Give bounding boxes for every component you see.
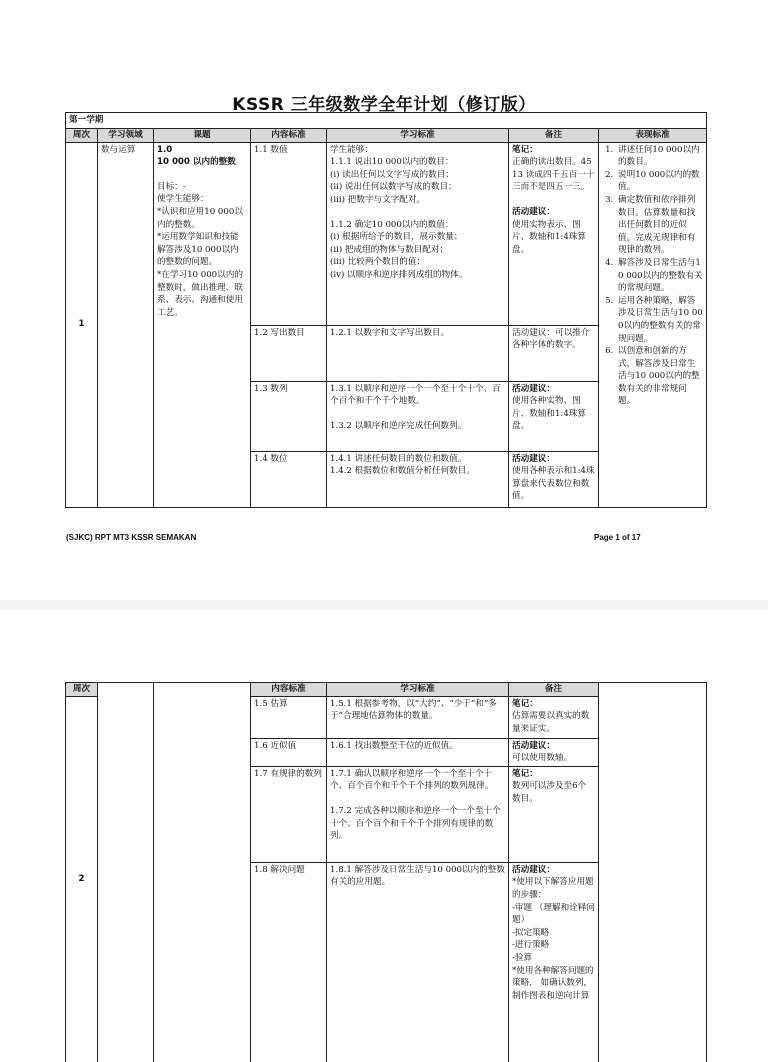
content-standard: 1.3 数列 [251, 381, 327, 451]
learning-line: 1.1.1 说出10 000以内的数目： [330, 156, 505, 169]
notes-heading: 笔记： [512, 144, 595, 157]
document-title: KSSR 三年级数学全年计划（修订版） [0, 90, 768, 115]
footer-page-prefix: Page [594, 533, 615, 542]
notes-text: -拟定策略 [512, 927, 595, 940]
learning-line: 1.3.1 以顺序和逆序一个一个至十个十个、百个百个和千个千个地数。 [330, 383, 505, 408]
notes-cell [509, 696, 599, 738]
footer-page-current: 1 [615, 533, 619, 542]
notes-text: -验算 [512, 952, 595, 965]
learning-standard [327, 451, 509, 507]
notes-text: 可以使用数轴。 [512, 752, 595, 765]
content-standard: 1.1 数值 [251, 142, 327, 325]
learning-line: (iv) 以顺序和逆序排列成组的物体。 [330, 269, 505, 282]
learning-line: 1.2.1 以数字和文字写出数目。 [330, 327, 505, 340]
notes-text: *使用各种解答问题的策略， 如确认数列，制作图表和逆向计算 [512, 965, 595, 1003]
notes-cell [509, 738, 599, 766]
notes-cell [509, 325, 599, 381]
notes-heading: 活动建议： [512, 453, 595, 466]
footer-page-number [594, 533, 641, 542]
learning-line: 1.3.2 以顺序和逆序完成任何数列。 [330, 420, 505, 433]
topic-goal: *认识和应用10 000以内的整数。 [157, 206, 247, 231]
content-standard: 1.7 有规律的数列 [251, 766, 327, 862]
learning-standard [327, 696, 509, 738]
notes-text: 活动建议：可以推介各种字体的数字。 [512, 327, 595, 352]
learning-standard [327, 766, 509, 862]
header-content-standard: 内容标准 [251, 683, 327, 697]
notes-cell [509, 862, 599, 1062]
learning-line: (iii) 比较两个数目的值； [330, 256, 505, 269]
performance-item: 1. 讲述任何10 000以内的数目。 [616, 144, 703, 169]
topic-number: 1.0 [157, 144, 247, 157]
performance-item: 2. 说明10 000以内的数值。 [616, 169, 703, 194]
notes-text: *使用以下解答应用题的步骤： [512, 876, 595, 901]
notes-cell [509, 142, 599, 325]
content-standard: 1.8 解决问题 [251, 862, 327, 1062]
notes-heading: 笔记： [512, 698, 595, 711]
learning-line: (i) 根据所给予的数目，展示数量； [330, 231, 505, 244]
notes-heading: 活动建议： [512, 383, 595, 396]
performance-item: 6. 以创意和创新的方式，解答涉及日常生活与10 000以内的整数有关的非常规问题。 [616, 345, 703, 408]
learning-line: 1.8.1 解答涉及日常生活与10 000以内的整数有关的应用题。 [330, 864, 505, 889]
header-topic: 课题 [154, 129, 251, 143]
performance-item: 3. 确定数值和依序排列数目。估算数量和找出任何数目的近似值。完成无规律和有规律的数列。 [616, 194, 703, 257]
learning-line: 学生能够： [330, 144, 505, 157]
learning-line: (ii) 说出任何以数字写成的数目； [330, 181, 505, 194]
semester-label: 第一学期 [66, 113, 707, 129]
notes-text: 正确的读出数目。4513 读成四千五百一十三而不是四五一三。 [512, 156, 595, 194]
performance-standard [599, 142, 707, 507]
footer-page-total: 17 [632, 533, 641, 542]
notes-heading: 活动建议： [512, 864, 595, 877]
notes-text: 使用各种表示和1:4珠算盘来代表数位和数值。 [512, 465, 595, 503]
footer-doc-name: (SJKC) RPT MT3 KSSR SEMAKAN [66, 533, 196, 542]
header-performance-standard: 表现标准 [599, 129, 707, 143]
footer-page-of: of [620, 533, 632, 542]
content-standard: 1.5 估算 [251, 696, 327, 738]
header-domain: 学习领域 [98, 129, 154, 143]
notes-heading: 活动建议： [512, 740, 595, 753]
performance-cell-empty [599, 683, 707, 1062]
learning-line: 1.7.1 确认以顺序和逆序一个一个至十个十个、百个百个和千个千个排列的数列规律。 [330, 768, 505, 793]
header-notes: 备注 [509, 683, 599, 697]
week-number: 1 [66, 142, 98, 507]
header-week: 周次 [66, 683, 98, 697]
domain-cell-empty [98, 683, 154, 1062]
topic-goal: *在学习10 000以内的整数时，做出推理、联系、表示、沟通和使用工艺。 [157, 269, 247, 319]
plan-table-page-2 [65, 682, 707, 1062]
learning-standard [327, 381, 509, 451]
learning-standard [327, 142, 509, 325]
header-week: 周次 [66, 129, 98, 143]
performance-item: 5. 运用各种策略，解答涉及日常生活与10 000以内的整数有关的常规问题。 [616, 295, 703, 345]
content-standard: 1.2 写出数目 [251, 325, 327, 381]
learning-line: 1.5.1 根据参考物，以“大约”、“少于”和“多于”合理地估算物体的数量。 [330, 698, 505, 723]
header-row [66, 683, 707, 697]
notes-heading: 笔记： [512, 768, 595, 781]
learning-standard [327, 325, 509, 381]
notes-text: 使用实物表示、图片、数轴和1:4珠算盘。 [512, 219, 595, 257]
learning-line: 1.4.2 根据数位和数值分析任何数目。 [330, 465, 505, 478]
content-standard: 1.4 数位 [251, 451, 327, 507]
header-row [66, 129, 707, 143]
learning-line: (iii) 把数字与文字配对。 [330, 194, 505, 207]
topic-objective: 目标：- [157, 181, 247, 194]
performance-item: 4. 解答涉及日常生活与10 000以内的整数有关的常规问题。 [616, 257, 703, 295]
notes-text: 使用各种实物、图片、数轴和1:4珠算盘。 [512, 395, 595, 433]
plan-table-page-1 [65, 112, 707, 508]
week-number: 2 [66, 696, 98, 1062]
header-learning-standard: 学习标准 [327, 129, 509, 143]
notes-cell [509, 766, 599, 862]
notes-text: 估算需要以真实的数量来证实。 [512, 710, 595, 735]
content-standard: 1.6 近似值 [251, 738, 327, 766]
topic-cell [154, 142, 251, 507]
topic-intro: 使学生能够： [157, 193, 247, 206]
table-row [66, 142, 707, 325]
learning-line: 1.6.1 找出数整至千位的近似值。 [330, 740, 505, 753]
learning-domain: 数与运算 [98, 142, 154, 507]
learning-line: (ii) 把成组的物体与数目配对； [330, 244, 505, 257]
notes-heading: 活动建议： [512, 206, 595, 219]
topic-goal: *运用数学知识和技能解答涉及10 000以内的整数的问题。 [157, 231, 247, 269]
learning-standard [327, 738, 509, 766]
topic-cell-empty [154, 683, 251, 1062]
header-notes: 备注 [509, 129, 599, 143]
page-separator [0, 600, 768, 610]
notes-text: 数列可以涉及至6个 数目。 [512, 780, 595, 805]
learning-line: 1.4.1 讲述任何数目的数位和数值。 [330, 453, 505, 466]
semester-row [66, 113, 707, 129]
notes-text: -进行策略 [512, 939, 595, 952]
learning-line: 1.1.2 确定10 000以内的数值： [330, 219, 505, 232]
learning-line: (i) 读出任何以文字写成的数目； [330, 169, 505, 182]
notes-text: -审题 （理解和诠释问题） [512, 902, 595, 927]
notes-cell [509, 451, 599, 507]
header-learning-standard: 学习标准 [327, 683, 509, 697]
learning-line: 1.7.2 完成各种以顺序和逆序一个一个至十个十个、百个百个和千个千个排列有规律的数列。 [330, 805, 505, 843]
notes-cell [509, 381, 599, 451]
topic-name: 10 000 以内的整数 [157, 156, 247, 169]
header-content-standard: 内容标准 [251, 129, 327, 143]
learning-standard [327, 862, 509, 1062]
